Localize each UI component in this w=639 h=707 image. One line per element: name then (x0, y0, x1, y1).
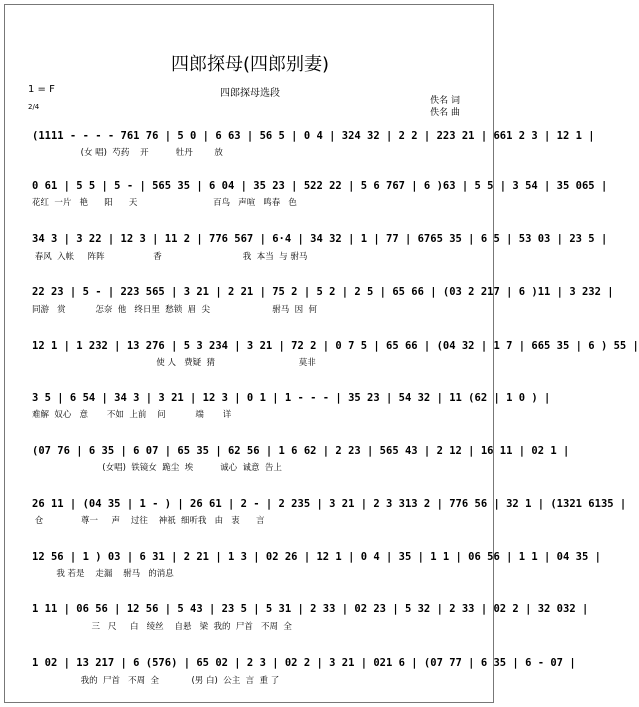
notes-line-6: 3 5 | 6 54 | 34 3 | 3 21 | 12 3 | 0 1 | 1 - - - | 35 23 | 54 32 | 11 (62 | 1 0 ) | (32, 392, 551, 404)
notes-line-1: (1111 - - - - 761 76 | 5 0 | 6 63 | 56 5 | 0 4 | 324 32 | 2 2 | 223 21 | 661 2 3 | 12 1 | (32, 130, 595, 142)
lyrics-line-10: 三 尺 白 绫丝 自悬 梁 我的 尸首 不周 全 (32, 622, 292, 632)
lyricist-credit: 佚名 词 (430, 96, 460, 106)
lyrics-line-6: 难解 奴心 意 不如 上前 问 端 详 (32, 410, 232, 420)
lyrics-line-2: 花红 一片 艳 阳 天 百鸟 声喧 鸣春 色 (32, 198, 297, 208)
notes-line-9: 12 56 | 1 ) 03 | 6 31 | 2 21 | 1 3 | 02 26 | 12 1 | 0 4 | 35 | 1 1 | 06 56 | 1 1 | 04 35 | (32, 551, 601, 563)
song-title: 四郎探母(四郎别妻) (170, 54, 330, 75)
notes-line-10: 1 11 | 06 56 | 12 56 | 5 43 | 23 5 | 5 31 | 2 33 | 02 23 | 5 32 | 2 33 | 02 2 | 32 032 | (32, 603, 589, 615)
lyrics-line-8: 仓 尊一 声 过往 神祇 细听我 由 衷 言 (32, 516, 265, 526)
notes-line-5: 12 1 | 1 232 | 13 276 | 5 3 234 | 3 21 | 72 2 | 0 7 5 | 65 66 | (04 32 | 1 7 | 665 35 | 6 ) 55 | (32, 340, 639, 352)
key-signature: 1 = F (28, 84, 55, 95)
composer-credit: 佚名 曲 (430, 108, 460, 118)
time-signature: 2/4 (28, 103, 40, 111)
lyrics-line-11: 我的 尸首 不周 全 (男 白) 公主 言 重 了 (32, 676, 280, 686)
lyrics-line-4: 同游 赏 怎奈 他 终日里 愁锁 眉 尖 驸马 因 何 (32, 305, 318, 315)
lyrics-line-3: 春风 入帐 阵阵 香 我 本当 与 驸马 (32, 252, 308, 262)
lyrics-line-7: (女唱) 铁镜女 跪尘 埃 诚心 诚意 告上 (32, 463, 282, 473)
notes-line-2: 0 61 | 5 5 | 5 - | 565 35 | 6 04 | 35 23 | 522 22 | 5 6 767 | 6 )63 | 5 5 | 3 54 | 35 065 | (32, 180, 608, 192)
notes-line-11: 1 02 | 13 217 | 6 (576) | 65 02 | 2 3 | 02 2 | 3 21 | 021 6 | (07 77 | 6 35 | 6 - 07 | (32, 657, 576, 669)
song-subtitle: 四郎探母选段 (220, 88, 280, 99)
notes-line-8: 26 11 | (04 35 | 1 - ) | 26 61 | 2 - | 2 235 | 3 21 | 2 3 313 2 | 776 56 | 32 1 | (1321 6135 | (32, 498, 627, 510)
notes-line-7: (07 76 | 6 35 | 6 07 | 65 35 | 62 56 | 1 6 62 | 2 23 | 565 43 | 2 12 | 16 11 | 02 1 | (32, 445, 570, 457)
credits (430, 95, 460, 119)
notes-line-4: 22 23 | 5 - | 223 565 | 3 21 | 2 21 | 75 2 | 5 2 | 2 5 | 65 66 | (03 2 217 | 6 )11 | 3 232 | (32, 286, 614, 298)
lyrics-line-9: 我 若是 走漏 驸马 的消息 (32, 569, 174, 579)
lyrics-line-1: (女 唱) 芍药 开 牡丹 放 (32, 148, 223, 158)
lyrics-line-5: 使 人 费疑 猜 莫非 (32, 358, 316, 368)
notes-line-3: 34 3 | 3 22 | 12 3 | 11 2 | 776 567 | 6·4 | 34 32 | 1 | 77 | 6765 35 | 6 5 | 53 03 | 23 5 | (32, 233, 608, 245)
page-border (4, 4, 639, 703)
